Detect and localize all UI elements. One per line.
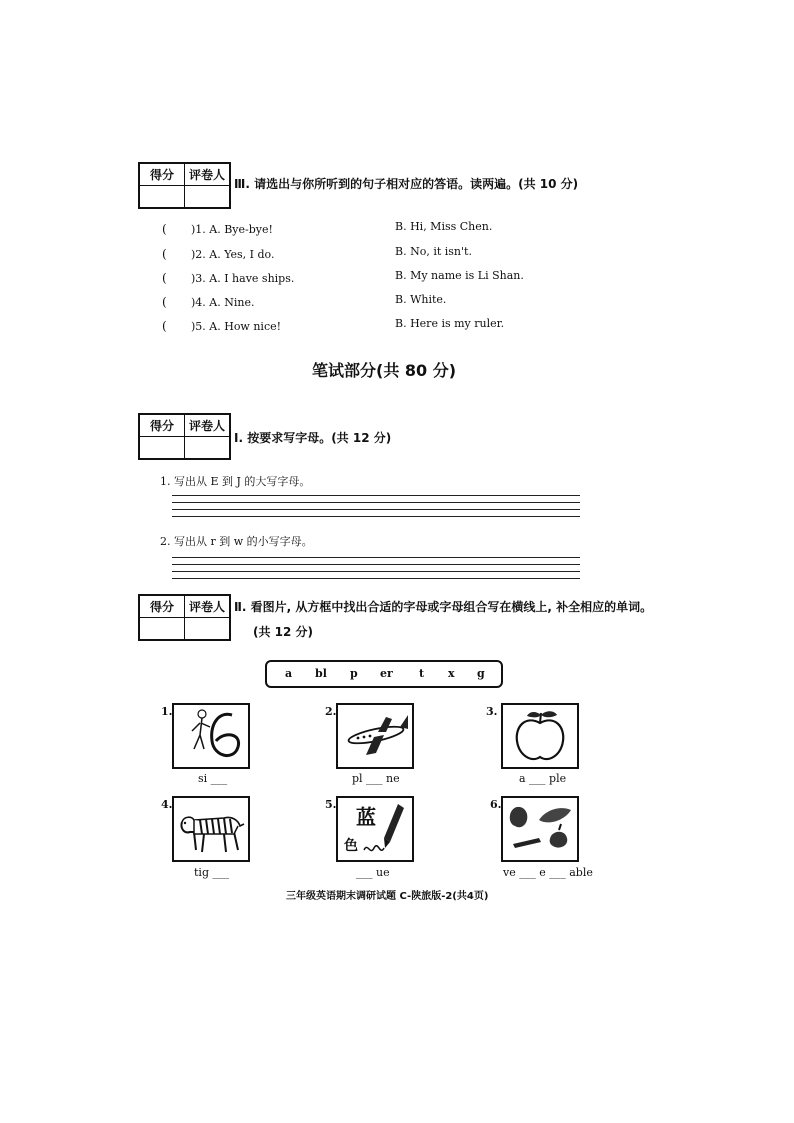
grader-label: 评卷人 [185, 595, 231, 618]
tiger-icon [174, 798, 248, 860]
word-blank[interactable]: a ___ ple [519, 772, 567, 785]
grader-cell[interactable] [185, 437, 231, 460]
written-part-title: 笔试部分(共 80 分) [312, 361, 457, 380]
option-a: )4. A. Nine. [191, 296, 255, 309]
item-number: 6. [490, 798, 502, 811]
score-cell[interactable] [139, 186, 185, 209]
option-a: )5. A. How nice! [191, 320, 282, 333]
six-icon [174, 705, 248, 767]
answer-paren[interactable]: ( [162, 222, 167, 236]
grader-cell[interactable] [185, 186, 231, 209]
word-blank[interactable]: ___ ue [356, 866, 390, 879]
item-number: 1. [161, 705, 173, 718]
option-b: B. Hi, Miss Chen. [395, 220, 493, 233]
written-1-title: Ⅰ. 按要求写字母。(共 12 分) [234, 431, 392, 445]
picture-frame [336, 796, 414, 862]
option-a: )3. A. I have ships. [191, 272, 295, 285]
written-1-q1: 1. 写出从 E 到 J 的大写字母。 [160, 475, 311, 488]
option-b: B. No, it isn't. [395, 245, 472, 258]
letter-options-box [265, 660, 503, 688]
score-label: 得分 [139, 414, 185, 437]
written-2-title: Ⅱ. 看图片, 从方框中找出合适的字母或字母组合写在横线上, 补全相应的单词。 [234, 600, 653, 614]
answer-paren[interactable]: ( [162, 319, 167, 333]
color-character: 色 [344, 838, 358, 854]
letter-option: bl [315, 667, 327, 680]
writing-lines-lowercase[interactable] [172, 557, 580, 585]
letter-option: a [285, 667, 293, 680]
answer-paren[interactable]: ( [162, 295, 167, 309]
letter-option: p [350, 667, 358, 680]
answer-paren[interactable]: ( [162, 247, 167, 261]
grader-label: 评卷人 [185, 163, 231, 186]
option-a: )1. A. Bye-bye! [191, 223, 273, 236]
word-blank[interactable]: tig ___ [194, 866, 229, 879]
section-3-title: Ⅲ. 请选出与你所听到的句子相对应的答语。读两遍。(共 10 分) [234, 177, 579, 191]
letter-option: t [419, 667, 425, 680]
option-b: B. Here is my ruler. [395, 317, 505, 330]
writing-lines-uppercase[interactable] [172, 495, 580, 523]
score-label: 得分 [139, 163, 185, 186]
grader-cell[interactable] [185, 618, 231, 641]
page-footer: 三年级英语期末调研试题 C-陕旅版-2(共4页) [286, 891, 489, 902]
score-label: 得分 [139, 595, 185, 618]
option-b: B. White. [395, 293, 447, 306]
picture-frame [336, 703, 414, 769]
picture-frame [501, 796, 579, 862]
blue-pen-icon [338, 798, 412, 860]
written-2-points: (共 12 分) [253, 625, 314, 639]
option-b: B. My name is Li Shan. [395, 269, 524, 282]
letter-option: er [380, 667, 393, 680]
plane-icon [338, 705, 412, 767]
score-box [138, 413, 231, 460]
score-box [138, 162, 231, 209]
written-1-q2: 2. 写出从 r 到 w 的小写字母。 [160, 535, 313, 548]
letter-option: g [477, 667, 485, 680]
item-number: 5. [325, 798, 337, 811]
item-number: 2. [325, 705, 337, 718]
option-a: )2. A. Yes, I do. [191, 248, 275, 261]
blue-character: 蓝 [356, 805, 376, 829]
vegetable-icon [503, 798, 577, 860]
grader-label: 评卷人 [185, 414, 231, 437]
picture-frame [501, 703, 579, 769]
score-cell[interactable] [139, 618, 185, 641]
item-number: 4. [161, 798, 173, 811]
word-blank[interactable]: pl ___ ne [352, 772, 400, 785]
answer-paren[interactable]: ( [162, 271, 167, 285]
score-cell[interactable] [139, 437, 185, 460]
picture-frame [172, 703, 250, 769]
score-box [138, 594, 231, 641]
picture-frame [172, 796, 250, 862]
letter-option: x [448, 667, 455, 680]
word-blank[interactable]: ve ___ e ___ able [503, 866, 593, 879]
apple-icon [503, 705, 577, 767]
item-number: 3. [486, 705, 498, 718]
word-blank[interactable]: si ___ [198, 772, 228, 785]
